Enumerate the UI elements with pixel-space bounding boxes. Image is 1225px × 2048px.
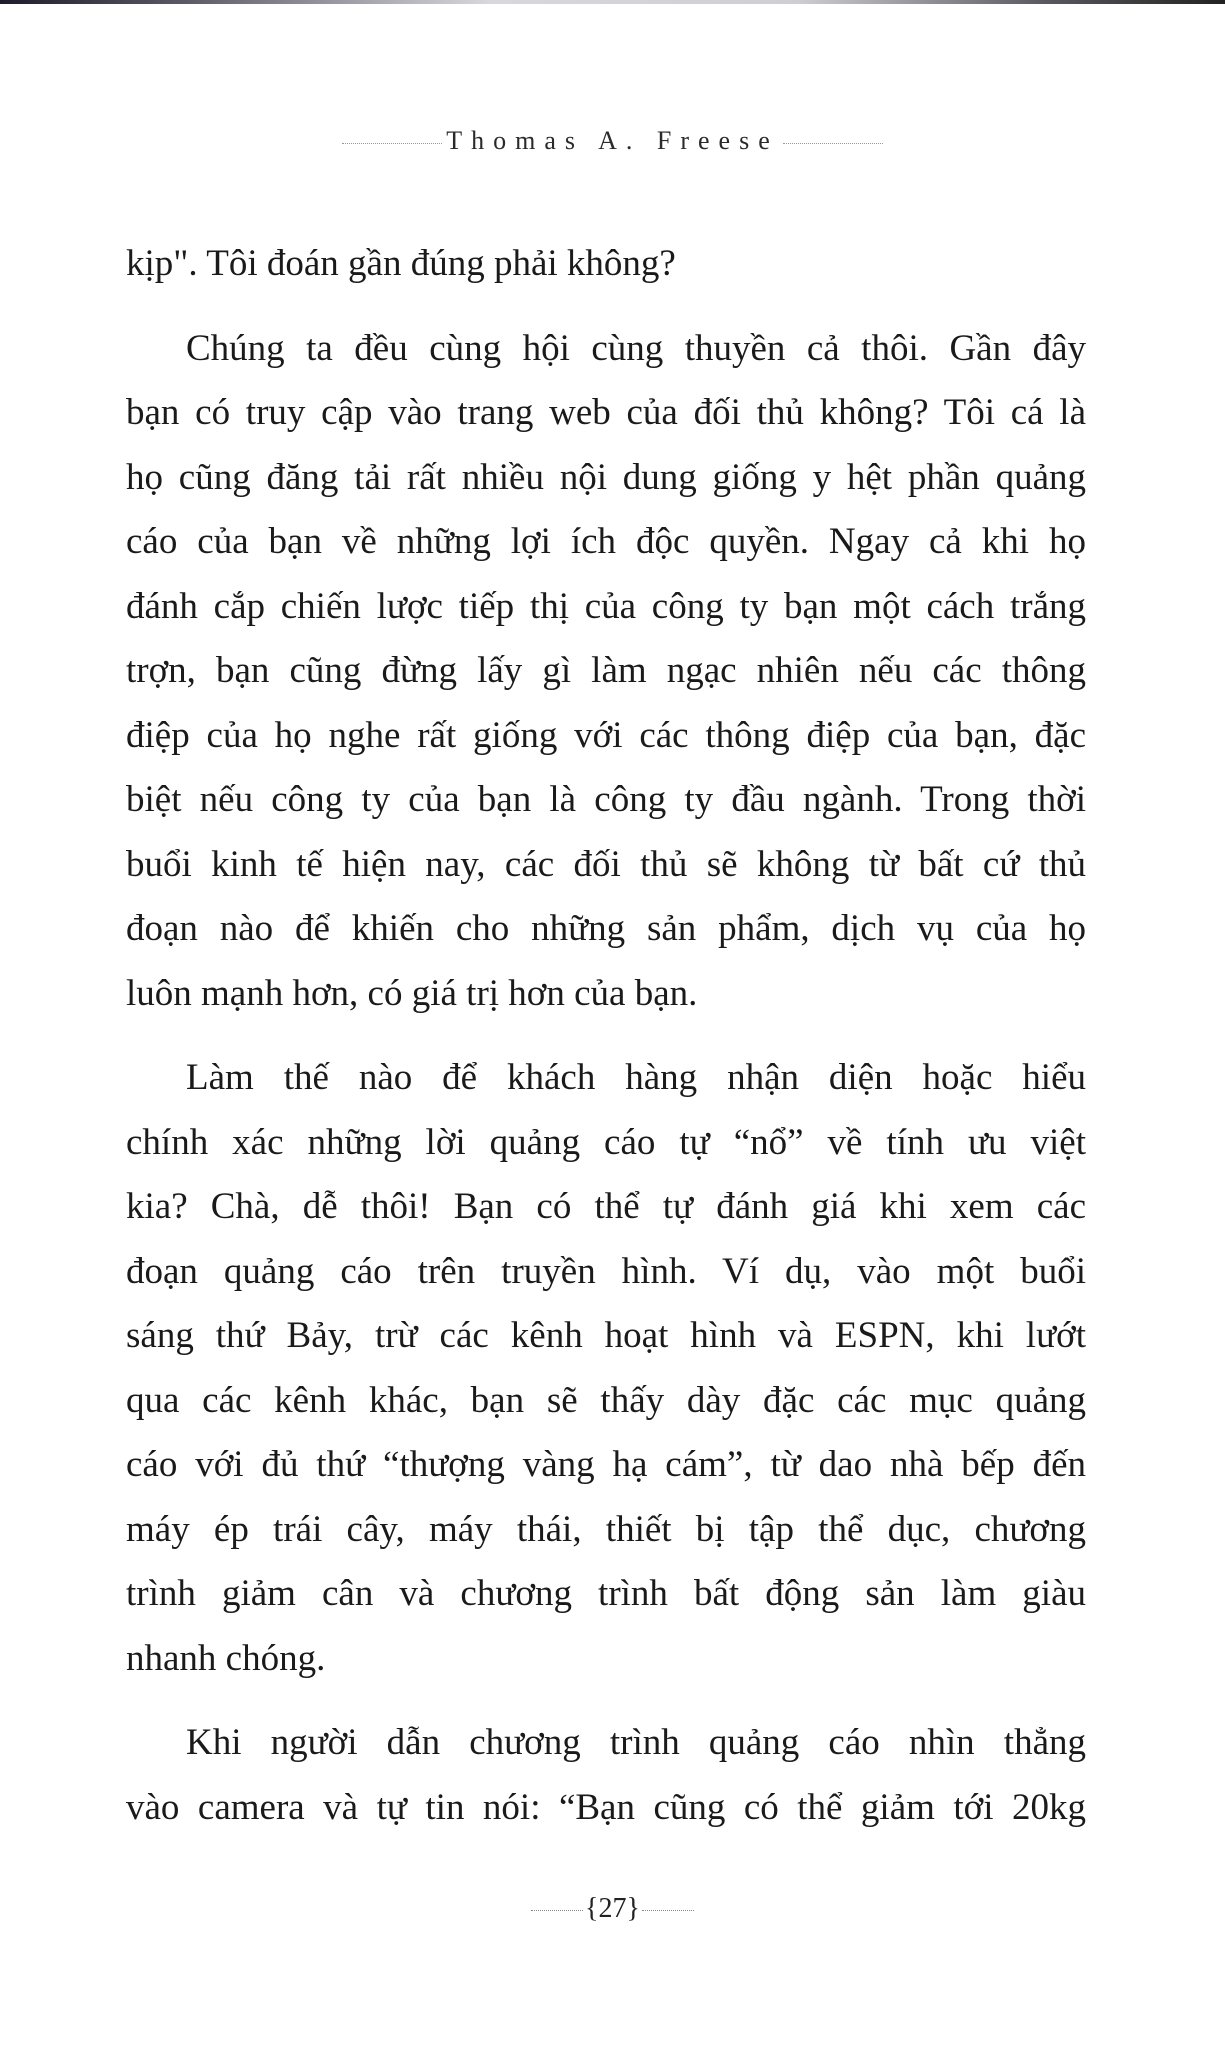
text-line: cáo của bạn về những lợi ích độc quyền. Ngay cả khi họ xyxy=(126,521,1086,562)
text-line: trình giảm cân và chương trình bất động sản làm giàu xyxy=(126,1573,1086,1614)
text-line: kịp". Tôi đoán gần đúng phải không? xyxy=(126,243,676,284)
paragraph-2 xyxy=(126,317,1086,1027)
paragraph-4 xyxy=(126,1711,1086,1840)
body-text xyxy=(126,232,1086,1860)
text-line: nhanh chóng. xyxy=(126,1637,326,1679)
text-line: trợn, bạn cũng đừng lấy gì làm ngạc nhiên nếu các thông xyxy=(126,650,1086,691)
text-line: điệp của họ nghe rất giống với các thông điệp của bạn, đặc xyxy=(126,714,1086,756)
page-edge-shadow xyxy=(0,0,1225,4)
text-line: vào camera và tự tin nói: “Bạn cũng có thể giảm tới 20kg xyxy=(126,1786,1086,1828)
text-line: Làm thế nào để khách hàng nhận diện hoặc hiểu xyxy=(186,1057,1086,1098)
text-line: máy ép trái cây, máy thái, thiết bị tập thể dục, chương xyxy=(126,1508,1086,1550)
text-line: kia? Chà, dễ thôi! Bạn có thể tự đánh giá khi xem các xyxy=(126,1186,1086,1227)
paragraph-1 xyxy=(126,232,1086,297)
header-rule-left xyxy=(342,143,442,144)
page-number: {27} xyxy=(585,1893,640,1924)
footer-ornament-right xyxy=(642,1910,694,1911)
text-line: Khi người dẫn chương trình quảng cáo nhìn thẳng xyxy=(186,1722,1086,1763)
paragraph-3 xyxy=(126,1046,1086,1691)
text-line: chính xác những lời quảng cáo tự “nổ” về tính ưu việt xyxy=(126,1121,1086,1163)
text-line: đoạn nào để khiến cho những sản phẩm, dịch vụ của họ xyxy=(126,908,1086,949)
text-line: đánh cắp chiến lược tiếp thị của công ty bạn một cách trắng xyxy=(126,585,1086,627)
text-line: bạn có truy cập vào trang web của đối thủ không? Tôi cá là xyxy=(126,392,1086,433)
text-line: Chúng ta đều cùng hội cùng thuyền cả thôi. Gần đây xyxy=(186,327,1086,369)
running-header xyxy=(0,126,1225,156)
text-line: sáng thứ Bảy, trừ các kênh hoạt hình và ESPN, khi lướt xyxy=(126,1315,1086,1356)
text-line: đoạn quảng cáo trên truyền hình. Ví dụ, vào một buổi xyxy=(126,1250,1086,1292)
text-line: cáo với đủ thứ “thượng vàng hạ cám”, từ dao nhà bếp đến xyxy=(126,1444,1086,1485)
footer-ornament-left xyxy=(531,1910,583,1911)
text-line: luôn mạnh hơn, có giá trị hơn của bạn. xyxy=(126,972,698,1014)
page-footer xyxy=(0,1893,1225,1925)
text-line: qua các kênh khác, bạn sẽ thấy dày đặc các mục quảng xyxy=(126,1379,1086,1421)
running-title: Thomas A. Freese xyxy=(446,126,779,155)
text-line: buổi kinh tế hiện nay, các đối thủ sẽ không từ bất cứ thủ xyxy=(126,843,1086,885)
header-rule-right xyxy=(783,143,883,144)
text-line: biệt nếu công ty của bạn là công ty đầu ngành. Trong thời xyxy=(126,779,1086,820)
text-line: họ cũng đăng tải rất nhiều nội dung giống y hệt phần quảng xyxy=(126,456,1086,498)
